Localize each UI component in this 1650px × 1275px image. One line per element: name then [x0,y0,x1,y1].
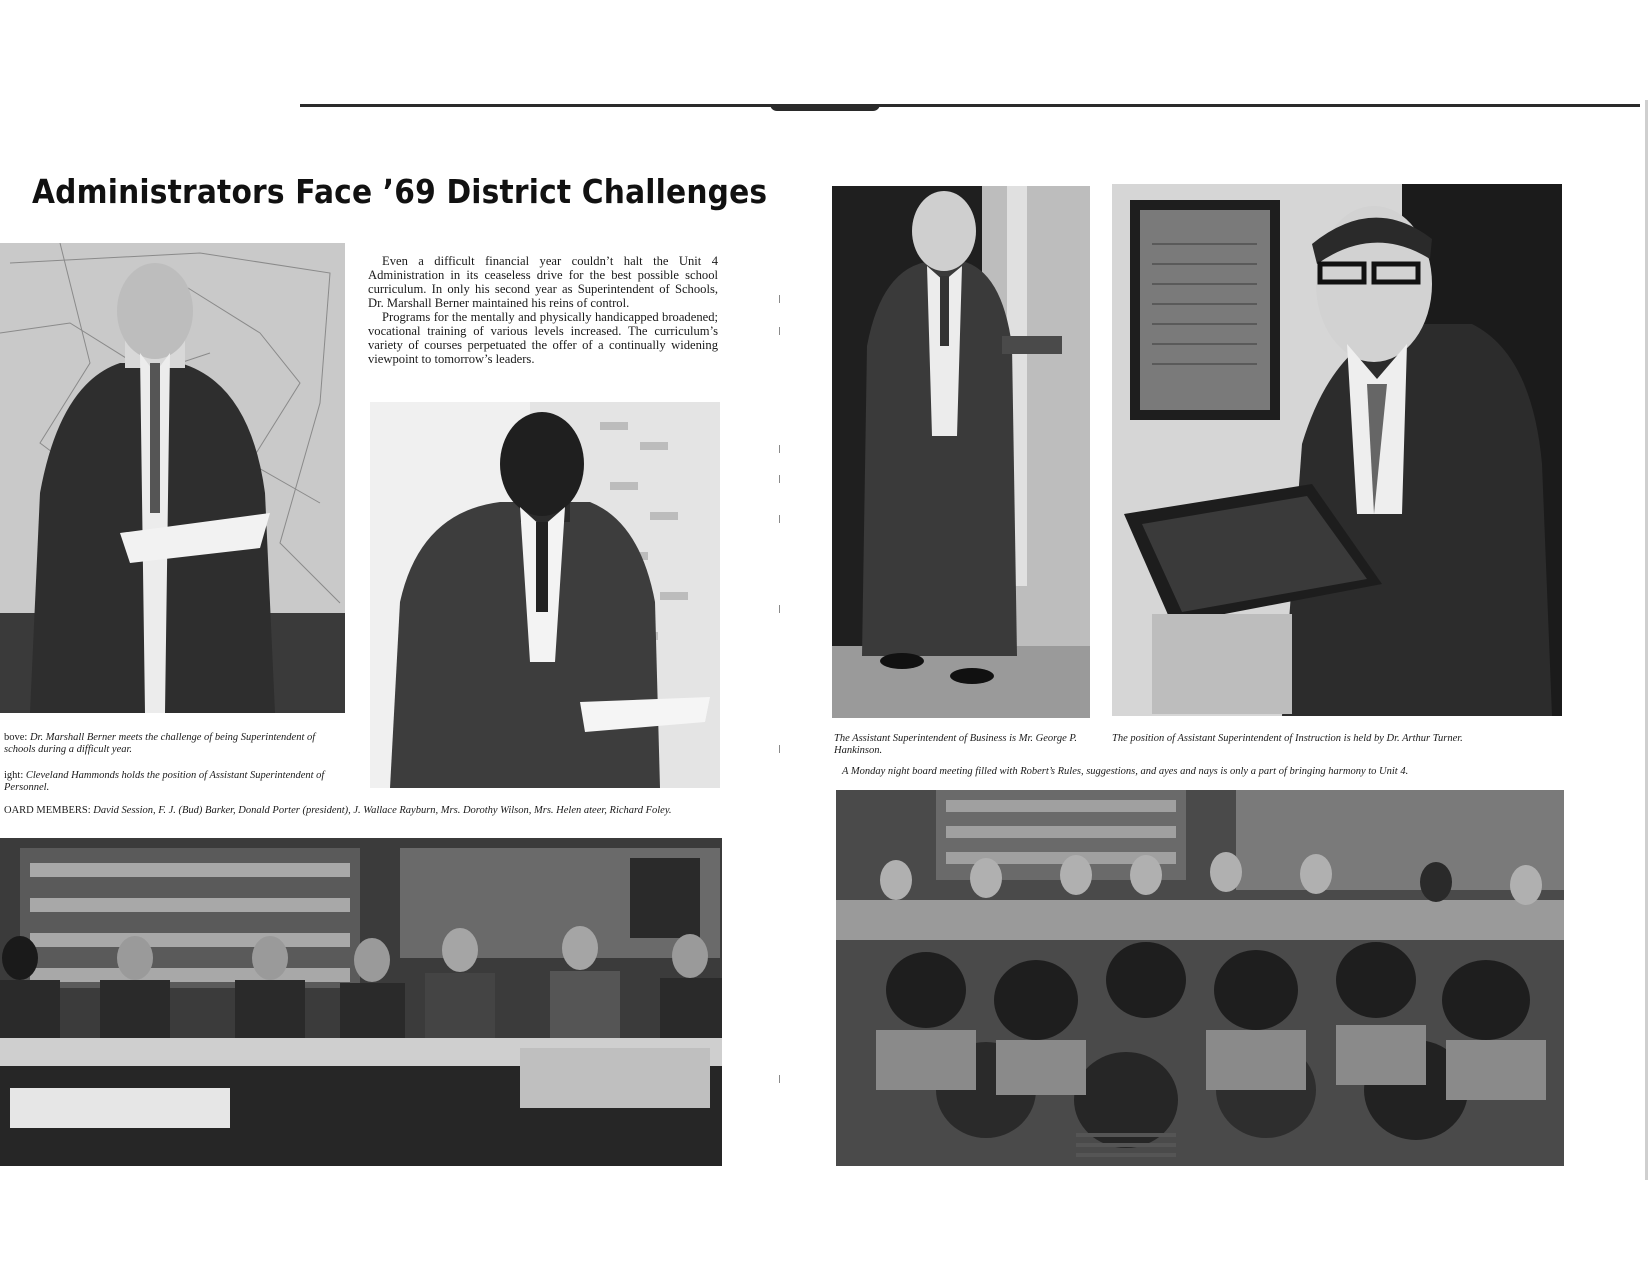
caption-personnel [4,770,342,794]
caption-personnel-text: Cleveland Hammonds holds the position of Assistant Superintendent of Personnel. [4,770,325,793]
gutter-marks [779,185,783,1085]
caption-superintendent-lead: bove: [4,732,28,743]
photo-business [832,186,1090,718]
spread-top-rule [300,104,1640,107]
caption-superintendent [4,732,342,756]
page-edge [1645,100,1648,1180]
caption-board-members-text: David Session, F. J. (Bud) Barker, Donald Porter (president), J. Wallace Rayburn, Mrs. Dorothy Wilson, Mrs. Helen ateer, Richard Foley. [93,805,672,816]
caption-superintendent-text: Dr. Marshall Berner meets the challenge of being Superintendent of schools during a difficult year. [4,732,316,755]
page-title: Administrators Face ’69 District Challenges [32,172,768,211]
caption-instruction: The position of Assistant Superintendent of Instruction is held by Dr. Arthur Turner. [1112,733,1463,744]
photo-personnel [370,402,720,788]
binding-notch [770,104,880,111]
caption-board-members [4,805,724,817]
photo-board-meeting [836,790,1564,1166]
caption-board-members-lead: OARD MEMBERS: [4,805,91,816]
caption-personnel-lead: ight: [4,770,24,781]
paragraph-1: Even a difficult financial year couldn’t halt the Unit 4 Administration in its ceaseless drive for the best possible school curriculum. In only his second year as Superintendent of Schools, Dr. Marshall Berner maintained his reins of control. [368,254,718,310]
photo-board-members [0,838,722,1166]
paragraph-2: Programs for the mentally and physically handicapped broadened; vocational training of various levels increased. The curriculum’s variety of courses perpetuated the offer of a continually widening viewpoint to tomorrow’s leaders. [368,310,718,366]
article-body [368,254,718,366]
caption-business: The Assistant Superintendent of Business is Mr. George P. Hankinson. [834,733,1078,756]
photo-instruction [1112,184,1562,716]
caption-board-meeting: A Monday night board meeting filled with Robert’s Rules, suggestions, and ayes and nays is only a part of bringing harmony to Unit 4. [842,766,1409,777]
photo-superintendent [0,243,345,713]
